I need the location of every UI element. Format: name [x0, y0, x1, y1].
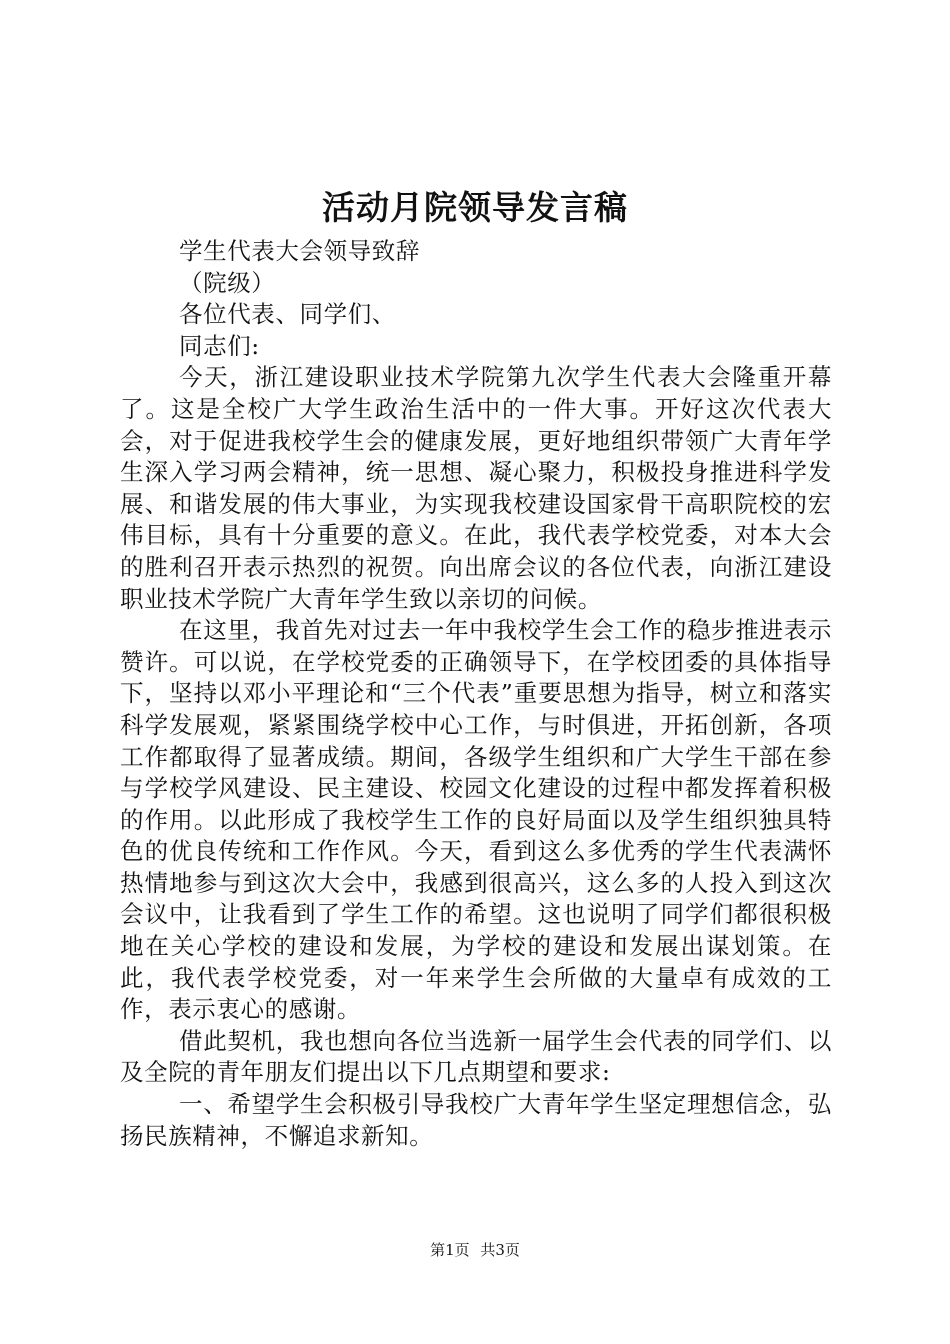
document-title: 活动月院领导发言稿: [322, 188, 628, 227]
speech-level: （院级）: [179, 268, 276, 297]
page-footer: [0, 1240, 950, 1260]
salutation-delegates: 各位代表、同学们、: [179, 300, 396, 329]
speech-heading: 学生代表大会领导致辞: [179, 237, 420, 265]
document-body: [120, 236, 832, 1152]
salutation-comrades: 同志们:: [179, 331, 260, 360]
page-total: 共3页: [480, 1241, 520, 1259]
paragraph-expectations: 借此契机，我也想向各位当选新一届学生会代表的同学们、以及全院的青年朋友们提出以下几点期望和要求:: [120, 1026, 832, 1087]
page-number: 第1页: [430, 1241, 470, 1259]
paragraph-opening: 今天，浙江建设职业技术学院第九次学生代表大会隆重开幕了。这是全校广大学生政治生活中的一件大事。开好这次代表大会，对于促进我校学生会的健康发展，更好地组织带领广大青年学生深入学习两会精神，统一思想、凝心聚力，积极投身推进科学发展、和谐发展的伟大事业，为实现我校建设国家骨干高职院校的宏伟目标，具有十分重要的意义。在此，我代表学校党委，对本大会的胜利召开表示热烈的祝贺。向出席会议的各位代表，向浙江建设职业技术学院广大青年学生致以亲切的问候。: [120, 363, 832, 613]
paragraph-review: 在这里，我首先对过去一年中我校学生会工作的稳步推进表示赞许。可以说，在学校党委的正确领导下，在学校团委的具体指导下，坚持以邓小平理论和“三个代表”重要思想为指导，树立和落实科学发展观，紧紧围绕学校中心工作，与时俱进，开拓创新，各项工作都取得了显著成绩。期间，各级学生组织和广大学生干部在参与学校学风建设、民主建设、校园文化建设的过程中都发挥着积极的作用。以此形成了我校学生工作的良好局面以及学生组织独具特色的优良传统和工作作风。今天，看到这么多优秀的学生代表满怀热情地参与到这次大会中，我感到很高兴，这么多的人投入到这次会议中，让我看到了学生工作的希望。这也说明了同学们都很积极地在关心学校的建设和发展，为学校的建设和发展出谋划策。在此，我代表学校党委，对一年来学生会所做的大量卓有成效的工作，表示衷心的感谢。: [120, 616, 832, 1024]
paragraph-point-one: 一、希望学生会积极引导我校广大青年学生坚定理想信念，弘扬民族精神，不懈追求新知。: [120, 1090, 832, 1150]
